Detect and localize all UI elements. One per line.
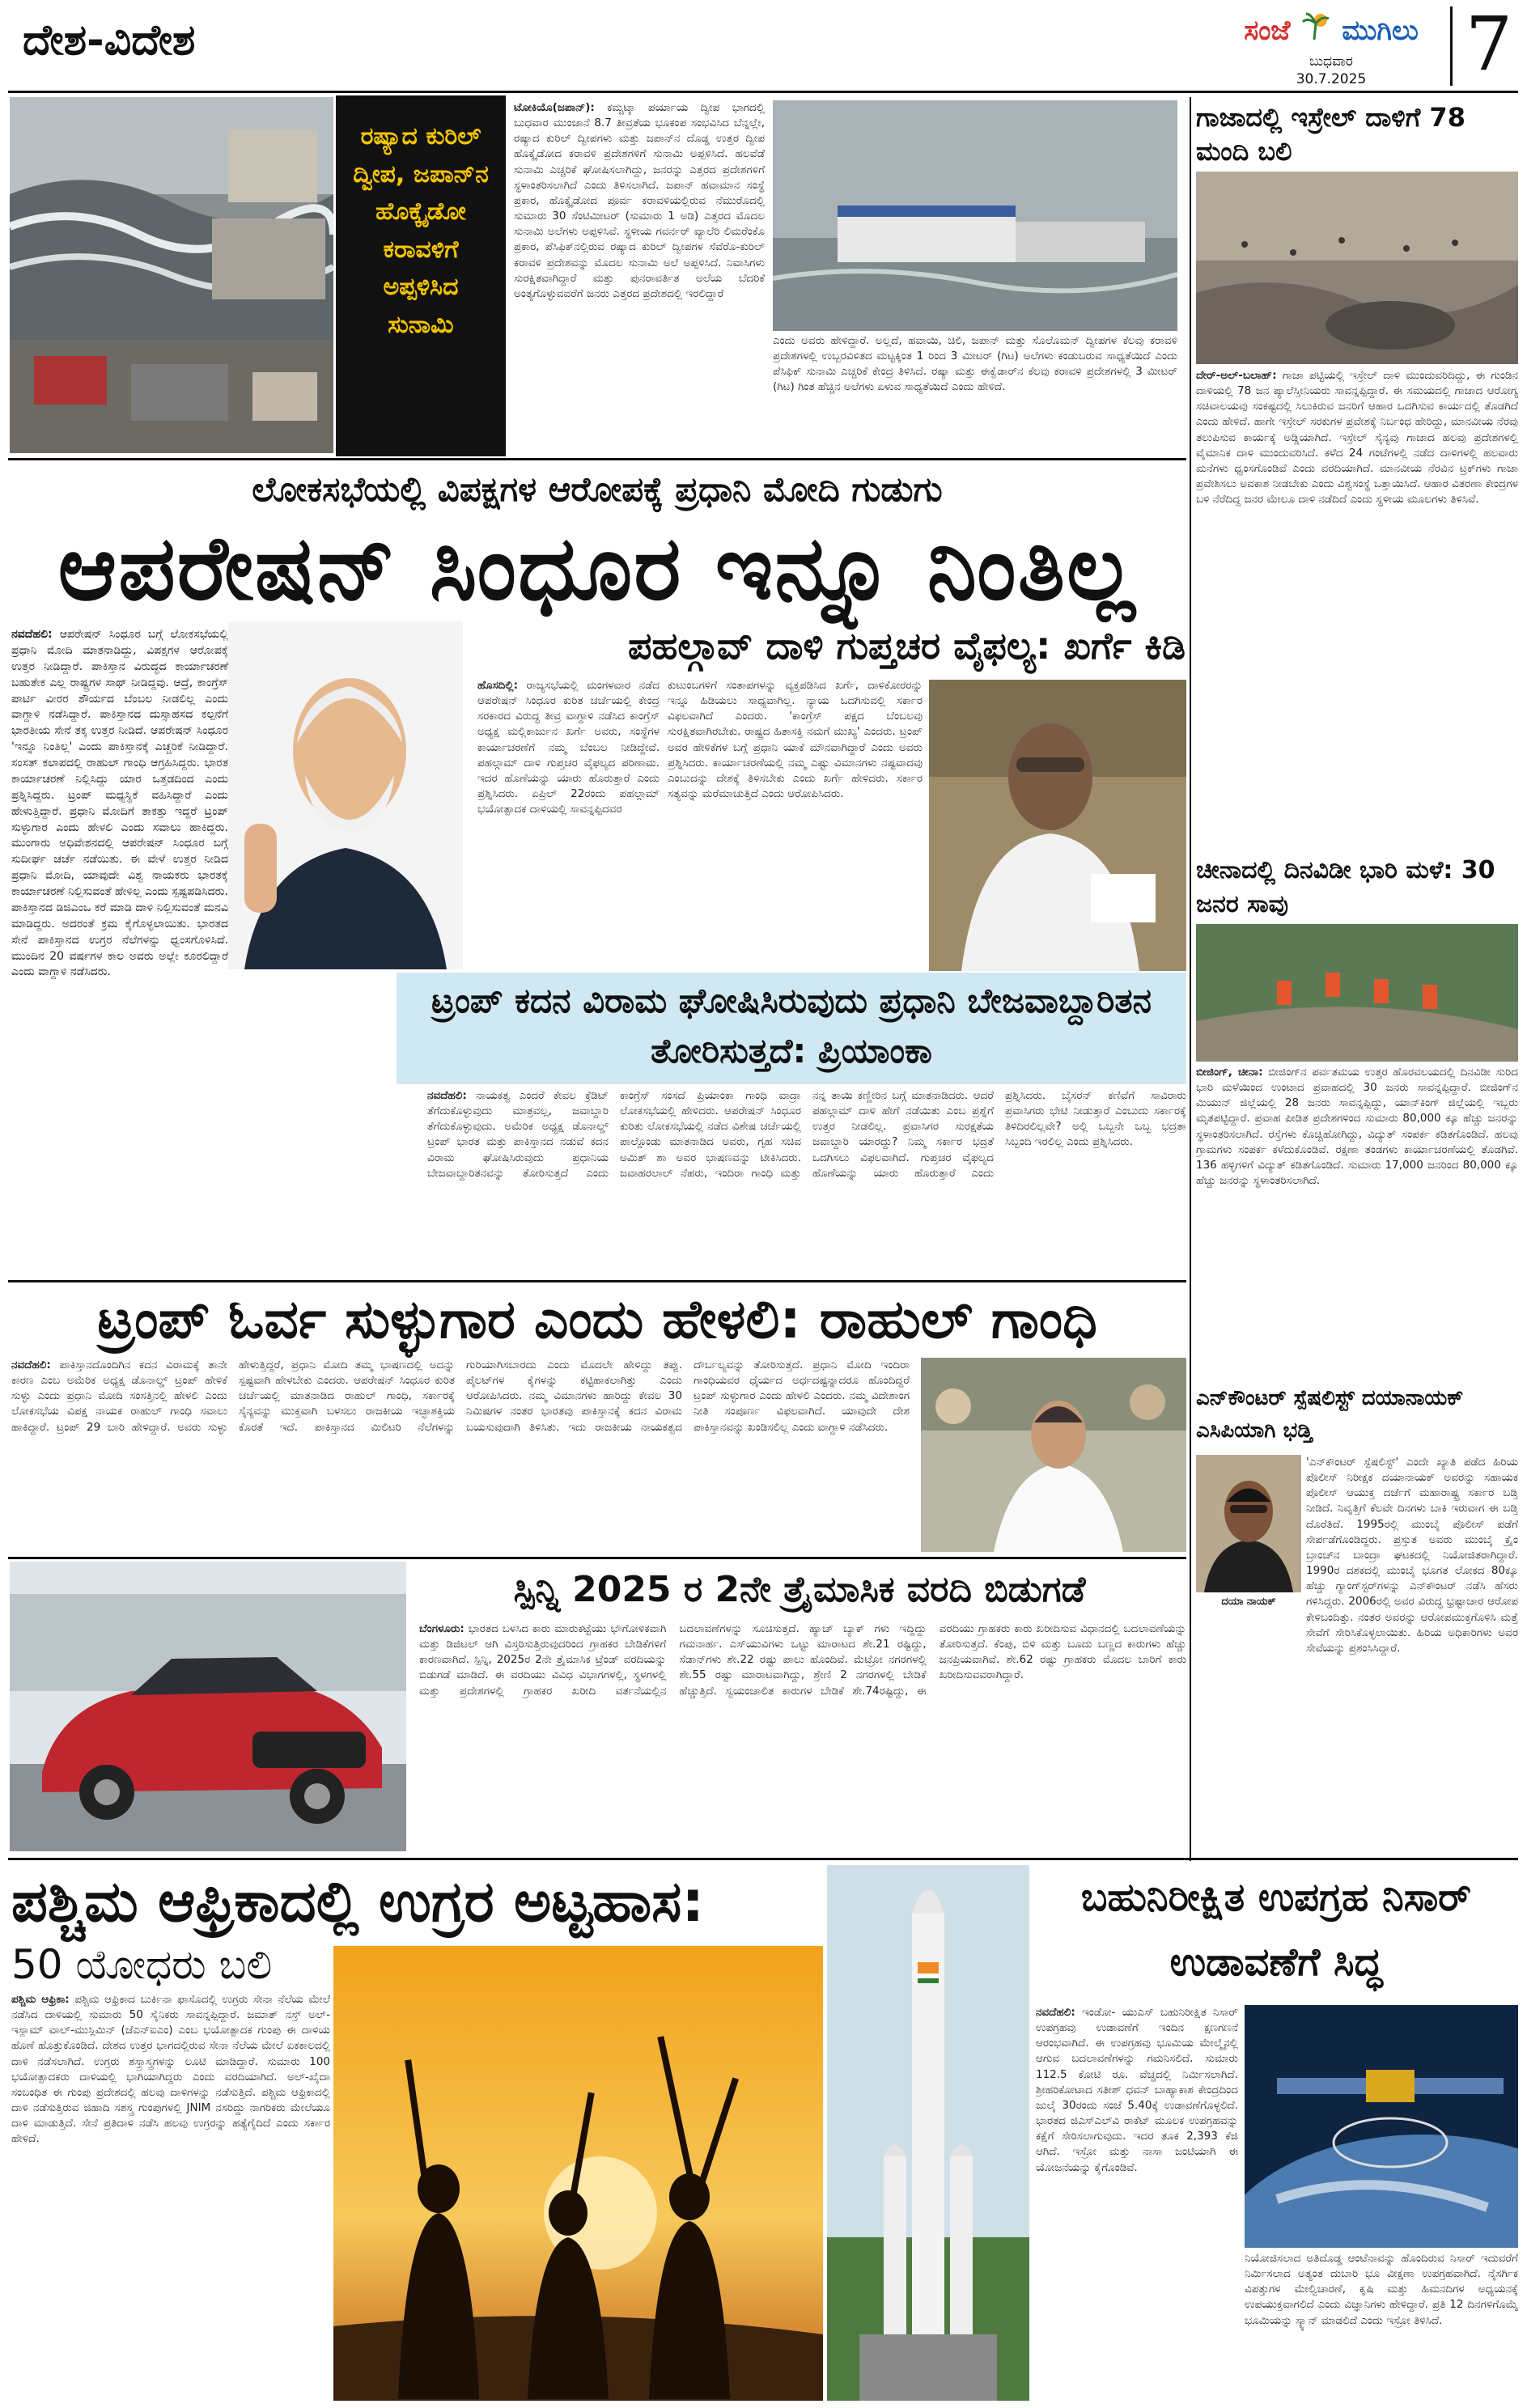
priyanka-text: ನಾಯಕತ್ವ ಎಂದರೆ ಕೇವಲ ಕ್ರೆಡಿಟ್ ತೆಗೆದುಕೊಳ್ಳುವುದು ಮಾತ್ರವಲ್ಲ, ಜವಾಬ್ದಾರಿ ತೆಗೆದುಕೊಳ್ಳುವುದು. ಅಮೆರಿಕ ಅಧ್ಯಕ್ಷ ಡೊನಾಲ್ಡ್ ಟ್ರಂಪ್ ಭಾರತ ಮತ್ತು ಪಾಕಿಸ್ತಾನದ ನಡುವೆ ಕದನ ವಿರಾಮ ಘೋಷಿಸಿರುವುದು ಪ್ರಧಾನಿಯ ಬೇಜವಾಬ್ದಾರಿತನವನ್ನು ತೋರಿಸುತ್ತದೆ ಎಂದು ಕಾಂಗ್ರೆಸ್ ಸಂಸದೆ ಪ್ರಿಯಾಂಕಾ ಗಾಂಧಿ ವಾದ್ರಾ ಲೋಕಸಭೆಯಲ್ಲಿ ಹೇಳಿದರು. ಆಪರೇಷನ್ ಸಿಂಧೂರ ಕುರಿತು ಲೋಕಸಭೆಯಲ್ಲಿ ನಡೆದ ವಿಶೇಷ ಚರ್ಚೆಯಲ್ಲಿ ಪಾಲ್ಗೊಂಡು ಮಾತನಾಡಿದ ಅವರು, ಗೃಹ ಸಚಿವ ಅಮಿತ್ ಶಾ ಅವರ ಭಾಷಣವನ್ನು ಟೀಕಿಸಿದರು. ಜವಾಹರಲಾಲ್ ನೆಹರು, ಇಂದಿರಾ ಗಾಂಧಿ ಮತ್ತು ನನ್ನ ತಾಯಿ ಕಣ್ಣೀರಿನ ಬಗ್ಗೆ ಮಾತನಾಡಿದರು. ಆದರೆ ಪಹಲ್ಗಾಮ್ ದಾಳಿ ಹೇಗೆ ನಡೆಯಿತು ಎಂಬ ಪ್ರಶ್ನೆಗೆ ಉತ್ತರ ನೀಡಲಿಲ್ಲ. ಪ್ರವಾಸಿಗರ ಸುರಕ್ಷತೆಯ ಜವಾಬ್ದಾರಿ ಯಾರದ್ದು? ನಿಮ್ಮ ಸರ್ಕಾರ ಭದ್ರತೆ ಒದಗಿಸಲು ವಿಫಲವಾಗಿದೆ. ಗುಪ್ತಚರ ವೈಫಲ್ಯದ ಹೊಣೆಯನ್ನು ಯಾರು ಹೊರುತ್ತಾರೆ ಎಂದು ಪ್ರಶ್ನಿಸಿದರು. ಬೈಸರನ್ ಕಣಿವೆಗೆ ಸಾವಿರಾರು ಪ್ರವಾಸಿಗರು ಭೇಟಿ ನೀಡುತ್ತಾರೆ ಎಂಬುದು ಸರ್ಕಾರಕ್ಕೆ ತಿಳಿದಿರಲಿಲ್ಲವೇ? ಅಲ್ಲಿ ಒಬ್ಬನೇ ಒಬ್ಬ ಭದ್ರತಾ ಸಿಬ್ಬಂದಿ ಇರಲಿಲ್ಲ ಎಂದು ಪ್ರಶ್ನಿಸಿದರು. [427, 1089, 1186, 1180]
westafrica-text: ಪಶ್ಚಿಮ ಆಫ್ರಿಕಾದ ಬುರ್ಕಿನಾ ಫಾಸೊದಲ್ಲಿ ಉಗ್ರರು ಸೇನಾ ನೆಲೆಯ ಮೇಲೆ ನಡೆಸಿದ ದಾಳಿಯಲ್ಲಿ ಸುಮಾರು 50 ಸೈನಿಕರು ಸಾವನ್ನಪ್ಪಿದ್ದಾರೆ. ಜಮಾತ್ ನಸ್ರ್ ಅಲ್-ಇಸ್ಲಾಮ್ ವಾಲ್-ಮುಸ್ಲಿಮಿನ್ (ಜೆಎನ್ಐಎಂ) ಎಂಬ ಭಯೋತ್ಪಾದಕ ಗುಂಪು ಈ ದಾಳಿಯ ಹೊಣೆ ಹೊತ್ತುಕೊಂಡಿದೆ. ದೇಶದ ಉತ್ತರ ಭಾಗದಲ್ಲಿರುವ ಸೇನಾ ನೆಲೆಯ ಮೇಲೆ ಏಕಕಾಲದಲ್ಲಿ ದಾಳಿ ನಡೆಸಲಾಗಿದೆ. ಉಗ್ರರು ಶಸ್ತ್ರಾಸ್ತ್ರಗಳನ್ನು ಲೂಟಿ ಮಾಡಿದ್ದಾರೆ. ಸುಮಾರು 100 ಭಯೋತ್ಪಾದಕರು ದಾಳಿಯಲ್ಲಿ ಭಾಗಿಯಾಗಿದ್ದರು ಎಂದು ವರದಿಯಾಗಿದೆ. ಅಲ್-ಖೈದಾ ಸಂಬಂಧಿತ ಈ ಗುಂಪು ಪ್ರದೇಶದಲ್ಲಿ ಹಲವು ದಾಳಿಗಳನ್ನು ನಡೆಸುತ್ತಿದೆ. ಪಶ್ಚಿಮ ಆಫ್ರಿಕಾದಲ್ಲಿ ದಾಳಿ ನಡೆಸುತ್ತಿರುವ ಜಿಹಾದಿ ಸಶಸ್ತ್ರ ಗುಂಪುಗಳಲ್ಲಿ JNIM ನಸರಿದ್ದು ನಾಗರಿಕರು ಮೇಲೆಯೂ ದಾಳಿ ಮಾಡುತ್ತಿದೆ. ಸೇನೆ ಪ್ರತಿದಾಳಿ ನಡೆಸಿ ಹಲವು ಉಗ್ರರನ್ನು ಹತ್ಯೆಗೈದಿದೆ ಎಂದು ಸರ್ಕಾರ ಹೇಳಿದೆ. [11, 1993, 330, 2146]
modi-photo [228, 621, 463, 969]
militants-photo [333, 1946, 823, 2401]
tsunami-title: ರಷ್ಯಾದ ಕುರಿಲ್ ದ್ವೀಪ, ಜಪಾನ್‌ನ ಹೊಕ್ಕೈಡೋ ಕರಾವಳಿಗೆ ಅಪ್ಪಳಿಸಿದ ಸುನಾಮಿ [353, 122, 489, 339]
rahul-dateline: ನವದೆಹಲಿ: [11, 1359, 51, 1371]
daya-nayak-photo [1196, 1455, 1301, 1592]
daya-nayak-caption: ದಯಾ ನಾಯಕ್ [1221, 1596, 1276, 1608]
spinny-body [419, 1622, 1186, 1853]
nisar-body-col1 [1036, 2005, 1238, 2402]
priyanka-body [427, 1088, 1186, 1274]
westafrica-body [11, 1992, 330, 2402]
kharge-body-col1 [477, 678, 660, 969]
kharge-text-1: ರಾಜ್ಯಸಭೆಯಲ್ಲಿ ಮಂಗಳವಾರ ನಡೆದ ಆಪರೇಷನ್ ಸಿಂಧೂರ ಕುರಿತ ಚರ್ಚೆಯಲ್ಲಿ ಕೇಂದ್ರ ಸರಕಾರದ ವಿರುದ್ಧ ತೀವ್ರ ವಾಗ್ದಾಳಿ ನಡೆಸಿದ ಕಾಂಗ್ರೆಸ್ ಅಧ್ಯಕ್ಷ ಮಲ್ಲಿಕಾರ್ಜುನ ಖರ್ಗೆ ಅವರು, ಸಂಸ್ಥೆಗಳ ಕಾರ್ಯಾಚರಣೆಗೆ ನಮ್ಮ ಬೆಂಬಲ ನೀಡಿದ್ದೇವೆ. ಪಹಲ್ಗಾಮ್ ದಾಳಿ ಗುಪ್ತಚರ ವೈಫಲ್ಯದ ಪರಿಣಾಮ. ಇದರ ಹೊಣೆಯನ್ನು ಯಾರು ಹೊರುತ್ತಾರೆ ಎಂದು ಪ್ರಶ್ನಿಸಿದರು. ಏಪ್ರಿಲ್ 22ರಂದು ಪಹಲ್ಗಾಮ್ ಭಯೋತ್ಪಾದಕ ದಾಳಿಯಲ್ಲಿ ಸಾವನ್ನಪ್ಪಿದವರ [477, 679, 660, 816]
nisar-body-col2: ನಿಯೋಜಿಸಲಾದ ಅತಿದೊಡ್ಡ ಆಂಟೆನಾವನ್ನು ಹೊಂದಿರುವ ನಿಸಾರ್ ಇದುವರೆಗೆ ನಿರ್ಮಿಸಲಾದ ಅತ್ಯಂತ ದುಬಾರಿ ಭೂ ವೀಕ್ಷಣಾ ಉಪಗ್ರಹವಾಗಿದೆ. ನೈಸರ್ಗಿಕ ವಿಪತ್ತುಗಳ ಮೇಲ್ವಿಚಾರಣೆ, ಕೃಷಿ ಮತ್ತು ಹಿಮನದಿಗಳ ಅಧ್ಯಯನಕ್ಕೆ ಉಪಯುಕ್ತವಾಗಲಿದೆ ಎಂದು ವಿಜ್ಞಾನಿಗಳು ಹೇಳಿದ್ದಾರೆ. ಪ್ರತಿ 12 ದಿನಗಳಿಗೊಮ್ಮೆ ಭೂಮಿಯನ್ನು ಸ್ಕ್ಯಾನ್ ಮಾಡಲಿದೆ ಎಂದು ಇಸ್ರೋ ತಿಳಿಸಿದೆ. [1245, 2252, 1518, 2327]
modi-kicker: ಲೋಕಸಭೆಯಲ್ಲಿ ವಿಪಕ್ಷಗಳ ಆರೋಪಕ್ಕೆ ಪ್ರಧಾನಿ ಮೋದಿ ಗುಡುಗು [252, 469, 943, 509]
gaza-dateline: ದೇರ್-ಅಲ್-ಬಲಾಹ್: [1196, 369, 1277, 382]
rahul-text: ಪಾಕಿಸ್ತಾನದೊಂದಿಗಿನ ಕದನ ವಿರಾಮಕ್ಕೆ ತಾನೇ ಕಾರಣ ಎಂಬ ಅಮೆರಿಕ ಅಧ್ಯಕ್ಷ ಡೊನಾಲ್ಡ್ ಟ್ರಂಪ್ ಹೇಳಿಕೆ ಸುಳ್ಳು ಎಂದು ಪ್ರಧಾನಿ ಮೋದಿ ಸಂಸತ್ತಿನಲ್ಲಿ ಹೇಳಲಿ ಎಂದು ಲೋಕಸಭೆಯ ವಿಪಕ್ಷ ನಾಯಕ ರಾಹುಲ್ ಗಾಂಧಿ ಸವಾಲು ಹಾಕಿದ್ದಾರೆ. ಟ್ರಂಪ್ 29 ಬಾರಿ ಹೇಳಿದ್ದಾರೆ. ಅವರು ಸುಳ್ಳು ಹೇಳುತ್ತಿದ್ದರೆ, ಪ್ರಧಾನಿ ಮೋದಿ ತಮ್ಮ ಭಾಷಣದಲ್ಲಿ ಅದನ್ನು ಸ್ಪಷ್ಟವಾಗಿ ಹೇಳಬೇಕು ಎಂದರು. ಆಪರೇಷನ್ ಸಿಂಧೂರ ಕುರಿತ ಚರ್ಚೆಯಲ್ಲಿ ಮಾತನಾಡಿದ ರಾಹುಲ್ ಗಾಂಧಿ, ಸರ್ಕಾರಕ್ಕೆ ಸೈನ್ಯವನ್ನು ಮುಕ್ತವಾಗಿ ಬಳಸಲು ರಾಜಕೀಯ ಇಚ್ಛಾಶಕ್ತಿಯ ಕೊರತೆ ಇದೆ. ಪಾಕಿಸ್ತಾನದ ಮಿಲಿಟರಿ ನೆಲೆಗಳನ್ನು ಗುರಿಯಾಗಿಸಬಾರದು ಎಂದು ಮೊದಲೇ ಹೇಳಿದ್ದು ತಪ್ಪು. ಪೈಲಟ್‌ಗಳ ಕೈಗಳನ್ನು ಕಟ್ಟಿಹಾಕಲಾಗಿತ್ತು ಎಂದು ಆರೋಪಿಸಿದರು. ನಮ್ಮ ವಿಮಾನಗಳು ಹಾರಿದ್ದು ಕೇವಲ 30 ನಿಮಿಷಗಳ ನಂತರ ಭಾರತವು ಪಾಕಿಸ್ತಾನಕ್ಕೆ ಕದನ ವಿರಾಮ ಬಯಸುವುದಾಗಿ ತಿಳಿಸಿತು. ಇದು ರಾಜಕೀಯ ನಾಯಕತ್ವದ ದೌರ್ಬಲ್ಯವನ್ನು ತೋರಿಸುತ್ತದೆ. ಪ್ರಧಾನಿ ಮೋದಿ ಇಂದಿರಾ ಗಾಂಧಿಯವರ ಧೈರ್ಯದ ಅರ್ಧದಷ್ಟನ್ನಾದರೂ ಹೊಂದಿದ್ದರೆ ಟ್ರಂಪ್ ಸುಳ್ಳುಗಾರ ಎಂದು ಹೇಳಲಿ ಎಂದರು. ನಮ್ಮ ವಿದೇಶಾಂಗ ನೀತಿ ಸಂಪೂರ್ಣ ವಿಫಲವಾಗಿದೆ. ಯಾವುದೇ ದೇಶ ಪಾಕಿಸ್ತಾನವನ್ನು ಖಂಡಿಸಲಿಲ್ಲ ಎಂದು ವಾಗ್ದಾಳಿ ನಡೆಸಿದರು. [11, 1359, 910, 1434]
modi-headline: ಆಪರೇಷನ್ ಸಿಂಧೂರ ಇನ್ನೂ ನಿಂತಿಲ್ಲ [57, 516, 1137, 620]
issue-day: ಬುಧವಾರ [1309, 53, 1353, 70]
nisar-dateline: ನವದೆಹಲಿ: [1036, 2006, 1075, 2019]
tsunami-text-1: ಕಮ್ಚಟ್ಕಾ ಪರ್ಯಾಯ ದ್ವೀಪ ಭಾಗದಲ್ಲಿ ಬುಧವಾರ ಮುಂಜಾನೆ 8.7 ತೀವ್ರತೆಯ ಭೂಕಂಪ ಸಂಭವಿಸಿದ ಬೆನ್ನಲ್ಲೇ, ರಷ್ಯಾದ ಕುರಿಲ್ ದ್ವೀಪಗಳು ಮತ್ತು ಜಪಾನ್‌ನ ದೊಡ್ಡ ಉತ್ತರ ದ್ವೀಪ ಹೊಕ್ಕೈಡೋದ ಕರಾವಳಿ ಪ್ರದೇಶಗಳಿಗೆ ಸುನಾಮಿ ಅಪ್ಪಳಿಸಿದೆ. ಹಲವೆಡೆ ಸುನಾಮಿ ಎಚ್ಚರಿಕೆ ಘೋಷಿಸಲಾಗಿದ್ದು, ಜನರನ್ನು ಎತ್ತರದ ಪ್ರದೇಶಗಳಿಗೆ ಸ್ಥಳಾಂತರಿಸಲಾಗಿದೆ ಎಂದು ತಿಳಿಸಲಾಗಿದೆ. ಜಪಾನ್ ಹವಾಮಾನ ಸಂಸ್ಥೆ ಪ್ರಕಾರ, ಹೊಕ್ಕೈಡೋದ ಪೂರ್ವ ಕರಾವಳಿಯಲ್ಲಿರುವ ನೆಮುರೊದಲ್ಲಿ ಸುಮಾರು 30 ಸೆಂಟಿಮೀಟರ್ (ಸುಮಾರು 1 ಅಡಿ) ಎತ್ತರದ ಮೊದಲ ಸುನಾಮಿ ಅಲೆಗಳು ಅಪ್ಪಳಿಸಿವೆ. ಸ್ಥಳೀಯ ಗವರ್ನರ್ ವ್ಯಾಲೆರಿ ಲಿಮರೆಂಕೊ ಪ್ರಕಾರ, ಪೆಸಿಫಿಕ್‌ನಲ್ಲಿರುವ ರಷ್ಯಾದ ಕುರಿಲ್ ದ್ವೀಪಗಳ ಸೆವೆರೊ-ಕುರಿಲ್ ಕರಾವಳಿ ಪ್ರದೇಶವನ್ನು ಮೊದಲ ಸುನಾಮಿ ಅಲೆ ಅಪ್ಪಳಿಸಿದೆ. ನಿವಾಸಿಗಳು ಸುರಕ್ಷಿತವಾಗಿದ್ದಾರೆ ಮತ್ತು ಪುನರಾವರ್ತಿತ ಅಲೆಯ ಬೆದರಿಕೆ ಅಂತ್ಯಗೊಳ್ಳುವವರೆಗೆ ಜನರು ಎತ್ತರದ ಪ್ರದೇಶದಲ್ಲಿ ಇರಲಿದ್ದಾರೆ [514, 101, 765, 300]
nisar-text-1: ಇಂಡೋ- ಯುಎಸ್ ಬಹುನಿರೀಕ್ಷಿತ ನಿಸಾರ್ ಉಪಗ್ರಹವು ಉಡಾವಣೆಗೆ ಇಂದಿನ ಕ್ಷಣಗಣನೆ ಆರಂಭವಾಗಿದೆ. ಈ ಉಪಗ್ರಹವು ಭೂಮಿಯ ಮೇಲ್ಮೈನಲ್ಲಿ ಆಗುವ ಬದಲಾವಣೆಗಳನ್ನು ಗಮನಿಸಲಿದೆ. ಸುಮಾರು 112.5 ಕೋಟಿ ರೂ. ವೆಚ್ಚದಲ್ಲಿ ನಿರ್ಮಿಸಲಾಗಿದೆ. ಶ್ರೀಹರಿಕೋಟಾದ ಸತೀಶ್ ಧವನ್ ಬಾಹ್ಯಾಕಾಶ ಕೇಂದ್ರದಿಂದ ಜುಲೈ 30ರಂದು ಸಂಜೆ 5.40ಕ್ಕೆ ಉಡಾವಣೆಗೊಳ್ಳಲಿದೆ. ಭಾರತದ ಜಿಎಸ್‌ಎಲ್‌ವಿ ರಾಕೆಟ್ ಮೂಲಕ ಉಪಗ್ರಹವನ್ನು ಕಕ್ಷೆಗೆ ಸೇರಿಸಲಾಗುವುದು. ಇದರ ತೂಕ 2,393 ಕೆಜಿ ಆಗಿದೆ. ಇಸ್ರೋ ಮತ್ತು ನಾಸಾ ಜಂಟಿಯಾಗಿ ಈ ಯೋಜನೆಯನ್ನು ಕೈಗೊಂಡಿವೆ. [1036, 2006, 1238, 2174]
car-photo [10, 1562, 406, 1851]
satellite-photo [1245, 2005, 1518, 2248]
priyanka-headline: ಟ್ರಂಪ್ ಕದನ ವಿರಾಮ ಘೋಷಿಸಿರುವುದು ಪ್ರಧಾನಿ ಬೇಜವಾಬ್ದಾರಿತನ ತೋರಿಸುತ್ತದೆ: ಪ್ರಿಯಾಂಕಾ [431, 981, 1152, 1070]
page-number: 7 [1465, 1, 1513, 87]
nisar-headline: ಬಹುನಿರೀಕ್ಷಿತ ಉಪಗ್ರಹ ನಿಸಾರ್ ಉಡಾವಣೆಗೆ ಸಿದ್ಧ [1080, 1875, 1472, 1985]
kharge-body-col2: ಕುಟುಂಬಗಳಿಗೆ ಸಂತಾಪಗಳನ್ನು ವ್ಯಕ್ತಪಡಿಸಿದ ಖರ್ಗೆ, ದಾಳಿಕೋರರನ್ನು ಇನ್ನೂ ಹಿಡಿಯಲು ಸಾಧ್ಯವಾಗಿಲ್ಲ. ನ್ಯಾಯ ಒದಗಿಸುವಲ್ಲಿ ಸರ್ಕಾರ ವಿಫಲವಾಗಿದೆ ಎಂದರು. 'ಕಾಂಗ್ರೆಸ್ ಪಕ್ಷದ ಬೆಂಬಲವು ಸುರಕ್ಷಿತವಾಗಿರಬೇಕು. ರಾಷ್ಟ್ರದ ಹಿತಾಸಕ್ತಿ ನಮಗೆ ಮುಖ್ಯ' ಎಂದರು. ಟ್ರಂಪ್ ಅವರ ಹೇಳಿಕೆಗಳ ಬಗ್ಗೆ ಪ್ರಧಾನಿ ಯಾಕೆ ಮೌನವಾಗಿದ್ದಾರೆ ಎಂದು ಅವರು ಪ್ರಶ್ನಿಸಿದರು. ಕಾರ್ಯಾಚರಣೆಯಲ್ಲಿ ನಮ್ಮ ಎಷ್ಟು ವಿಮಾನಗಳು ನಷ್ಟವಾದವು ಎಂಬುದನ್ನು ದೇಶಕ್ಕೆ ತಿಳಿಸಬೇಕು ಎಂದು ಖರ್ಗೆ ಹೇಳಿದರು. ಸರ್ಕಾರ ಸತ್ಯವನ್ನು ಮರೆಮಾಚುತ್ತಿದೆ ಎಂದು ಆರೋಪಿಸಿದರು. [668, 679, 923, 801]
issue-date: 30.7.2025 [1296, 71, 1367, 87]
spinny-text: ಭಾರತದ ಬಳಸಿದ ಕಾರು ಮಾರುಕಟ್ಟೆಯು ಭೌಗೋಳಿಕವಾಗಿ ಮತ್ತು ಡಿಜಿಟಲ್ ಆಗಿ ವಿಸ್ತರಿಸುತ್ತಿರುವುದರಿಂದ ಗ್ರಾಹಕರ ಬೇಡಿಕೆಗಳಿಗೆ ಕಾರಣವಾಗಿದೆ. ಸ್ಪಿನ್ನಿ, 2025ರ 2ನೇ ತ್ರೈಮಾಸಿಕ ಟ್ರೆಂಡ್ ವರದಿಯನ್ನು ಬಿಡುಗಡೆ ಮಾಡಿದೆ. ಈ ವರದಿಯು ವಿವಿಧ ವಿಭಾಗಗಳಲ್ಲಿ, ಸ್ಥಳಗಳಲ್ಲಿ ಮತ್ತು ಪ್ರದೇಶಗಳಲ್ಲಿ ಗ್ರಾಹಕರ ಖರೀದಿ ವರ್ತನೆಯಲ್ಲಿನ ಬದಲಾವಣೆಗಳನ್ನು ಸೂಚಿಸುತ್ತದೆ. ಹ್ಯಾಚ್ ಬ್ಯಾಕ್ ಗಳು ಇದ್ದಿದ್ದು ಗಮನಾರ್ಹ. ಎಸ್‌ಯುವಿಗಳು ಒಟ್ಟು ಮಾರಾಟದ ಶೇ.21 ರಷ್ಟಿದ್ದು, ಸೆಡಾನ್‌ಗಳು ಶೇ.22 ರಷ್ಟು ಪಾಲು ಹೊಂದಿವೆ. ಮೆಟ್ರೋ ನಗರಗಳಲ್ಲಿ ಶೇ.55 ರಷ್ಟು ಮಾರಾಟವಾಗಿದ್ದು, ಶ್ರೇಣಿ 2 ನಗರಗಳಲ್ಲಿ ಬೇಡಿಕೆ ಹೆಚ್ಚುತ್ತಿದೆ. ಸ್ವಯಂಚಾಲಿತ ಕಾರುಗಳ ಬೇಡಿಕೆ ಶೇ.74ರಷ್ಟಿದ್ದು, ಈ ವರದಿಯು ಗ್ರಾಹಕರು ಕಾರು ಖರೀದಿಸುವ ವಿಧಾನದಲ್ಲಿ ಬದಲಾವಣೆಯನ್ನು ತೋರಿಸುತ್ತದೆ. ಕೆಂಪು, ಬಿಳಿ ಮತ್ತು ಬೂದು ಬಣ್ಣದ ಕಾರುಗಳು ಹೆಚ್ಚು ಜನಪ್ರಿಯವಾಗಿವೆ. ಶೇ.62 ರಷ್ಟು ಗ್ರಾಹಕರು ಮೊದಲ ಬಾರಿಗೆ ಕಾರು ಖರೀದಿಸುವವರಾಗಿದ್ದಾರೆ. [419, 1622, 1186, 1698]
tsunami-title-box [336, 95, 506, 456]
brand-mugilu: ಮುಗಿಲು [1342, 15, 1419, 47]
china-headline: ಚೀನಾದಲ್ಲಿ ದಿನವಿಡೀ ಭಾರಿ ಮಳೆ: 30 ಜನರ ಸಾವು [1196, 856, 1495, 918]
spinny-headline: ಸ್ಪಿನ್ನಿ 2025 ರ 2ನೇ ತ್ರೈಮಾಸಿಕ ವರದಿ ಬಿಡುಗಡೆ [513, 1569, 1086, 1610]
kharge-dateline: ಹೊಸದಿಲ್ಲಿ: [477, 679, 519, 692]
westafrica-dateline: ಪಶ್ಚಿಮ ಆಫ್ರಿಕಾ: [11, 1993, 70, 2006]
westafrica-headline: ಪಶ್ಚಿಮ ಆಫ್ರಿಕಾದಲ್ಲಿ ಉಗ್ರರ ಅಟ್ಟಹಾಸ: [11, 1868, 705, 1935]
priyanka-dateline: ನವದೆಹಲಿ: [427, 1089, 467, 1102]
gaza-body [1196, 368, 1518, 852]
rahul-photo [921, 1358, 1186, 1552]
tsunami-coast-photo [773, 100, 1177, 331]
brand-sanje: ಸಂಜೆ [1244, 15, 1291, 47]
palm-logo-icon [1300, 8, 1332, 57]
modi-dateline: ನವದೆಹಲಿ: [11, 628, 53, 641]
china-body [1196, 1065, 1518, 1380]
encounter-body: 'ಎನ್‌ಕೌಂಟರ್ ಸ್ಪೆಷಲಿಸ್ಟ್' ಎಂದೇ ಖ್ಯಾತಿ ಪಡೆದ ಹಿರಿಯ ಪೊಲೀಸ್ ನಿರೀಕ್ಷಕ ದಯಾನಾಯಕ್ ಅವರನ್ನು ಸಹಾಯಕ ಪೊಲೀಸ್ ಆಯುಕ್ತ ದರ್ಜೆಗೆ ಮಹಾರಾಷ್ಟ್ರ ಸರ್ಕಾರ ಬಡ್ತಿ ನೀಡಿದೆ. ನಿವೃತ್ತಿಗೆ ಕೆಲವೇ ದಿನಗಳು ಬಾಕಿ ಇರುವಾಗ ಈ ಬಡ್ತಿ ದೊರೆತಿದೆ. 1995ರಲ್ಲಿ ಮುಂಬೈ ಪೊಲೀಸ್ ಪಡೆಗೆ ಸೇರ್ಪಡೆಗೊಂಡಿದ್ದರು. ಪ್ರಸ್ತುತ ಅವರು ಮುಂಬೈ ಕ್ರೈಂ ಬ್ರಾಂಚ್‌ನ ಬಾಂದ್ರಾ ಘಟಕದಲ್ಲಿ ನಿಯೋಜಿತರಾಗಿದ್ದಾರೆ. 1990ರ ದಶಕದಲ್ಲಿ ಮುಂಬೈ ಭೂಗತ ಲೋಕದ 80ಕ್ಕೂ ಹೆಚ್ಚು ಗ್ಯಾಂಗ್‌ಸ್ಟರ್‌ಗಳನ್ನು ಎನ್‌ಕೌಂಟರ್ ನಡೆಸಿ ಹೆಸರು ಗಳಿಸಿದ್ದರು. 2006ರಲ್ಲಿ ಅವರ ವಿರುದ್ಧ ಭ್ರಷ್ಟಾಚಾರ ಆರೋಪ ಕೇಳಿಬಂದಿತ್ತು. ನಂತರ ಅವರನ್ನು ಆರೋಪಮುಕ್ತಗೊಳಿಸಿ ಮತ್ತೆ ಸೇವೆಗೆ ಸೇರಿಸಿಕೊಳ್ಳಲಾಯಿತು. ಹಿರಿಯ ಅಧಿಕಾರಿಗಳು ಅವರ ಸೇವೆಯನ್ನು ಪ್ರಶಂಸಿಸಿದ್ದಾರೆ. [1306, 1456, 1518, 1655]
modi-text: ಆಪರೇಷನ್ ಸಿಂಧೂರ ಬಗ್ಗೆ ಲೋಕಸಭೆಯಲ್ಲಿ ಪ್ರಧಾನಿ ಮೋದಿ ಮಾತನಾಡಿದ್ದು, ವಿಪಕ್ಷಗಳ ಆರೋಪಕ್ಕೆ ಉತ್ತರ ನೀಡಿದ್ದಾರೆ. ಪಾಕಿಸ್ತಾನ ವಿರುದ್ಧದ ಕಾರ್ಯಾಚರಣೆ ಬಹುತೇಕ ಎಲ್ಲ ರಾಷ್ಟ್ರಗಳ ಸಾಥ್ ನೀಡಿದ್ದವು. ಆದ್ರೆ, ಕಾಂಗ್ರೆಸ್ ಪಾರ್ಟಿ ವೀರರ ಶೌರ್ಯದ ಬೆಂಬಲ ನೀಡಲಿಲ್ಲ ಎಂದು ವಾಗ್ದಾಳಿ ನಡೆಸಿದ್ದಾರೆ. ಪಾಕಿಸ್ತಾನದ ದುಸ್ಸಾಹಸದ ಕಲ್ಪನೆಗೆ ಭಾರತೀಯ ಸೇನೆ ತಕ್ಕ ಉತ್ತರ ನೀಡಿದೆ. ಆಪರೇಷನ್ ಸಿಂಧೂರ 'ಇನ್ನೂ ನಿಂತಿಲ್ಲ' ಎಂದು ಪಾಕಿಸ್ತಾನಕ್ಕೆ ಎಚ್ಚರಿಕೆ ನೀಡಿದ್ದಾರೆ. ಸಂಸತ್ ಕಲಾಪದಲ್ಲಿ ರಾಹುಲ್ ಗಾಂಧಿ ಆಗ್ರಹಿಸಿದ್ದರು. ಭಾರತ ಕಾರ್ಯಾಚರಣೆ ನಿಲ್ಲಿಸಿದ್ದು ಯಾರ ಒತ್ತಡದಿಂದ ಎಂದು ಪ್ರಶ್ನಿಸಿದ್ದರು. ಟ್ರಂಪ್ ಮಧ್ಯಸ್ಥಿಕೆ ವಹಿಸಿದ್ದಾರೆ ಎಂದು ಹೇಳುತ್ತಿದ್ದಾರೆ. ಪ್ರಧಾನಿ ಮೋದಿಗೆ ತಾಕತ್ತು ಇದ್ದರೆ ಟ್ರಂಪ್ ಸುಳ್ಳುಗಾರ ಎಂದು ಹೇಳಲಿ ಎಂದು ಸವಾಲು ಹಾಕಿದ್ದರು. ಮುಂಗಾರು ಅಧಿವೇಶನದಲ್ಲಿ ಆಪರೇಷನ್ ಸಿಂಧೂರ ಬಗ್ಗೆ ಸುದೀರ್ಘ ಚರ್ಚೆ ನಡೆಯಿತು. ಈ ವೇಳೆ ಉತ್ತರ ನೀಡಿದ ಪ್ರಧಾನಿ ಮೋದಿ, ಯಾವುದೇ ವಿಶ್ವ ನಾಯಕರು ಭಾರತಕ್ಕೆ ಕಾರ್ಯಾಚರಣೆ ನಿಲ್ಲಿಸುವಂತೆ ಹೇಳಿಲ್ಲ ಎಂದು ಸ್ಪಷ್ಟಪಡಿಸಿದರು. ಪಾಕಿಸ್ತಾನದ ಡಿಜಿಎಂಒ ಕರೆ ಮಾಡಿ ದಾಳಿ ನಿಲ್ಲಿಸುವಂತೆ ಮನವಿ ಮಾಡಿದ್ದರು. ಅದರಂತೆ ಕ್ರಮ ಕೈಗೊಳ್ಳಲಾಯಿತು. ಭಾರತದ ಸೇನೆ ಪಾಕಿಸ್ತಾನದ ಉಗ್ರರ ನೆಲೆಗಳನ್ನು ಧ್ವಂಸಗೊಳಿಸಿದೆ. ಮುಂದಿನ 20 ವರ್ಷಗಳ ಕಾಲ ಅವರು ಅಲ್ಲೇ ಕೂರಲಿದ್ದಾರೆ ಎಂದು ವಾಗ್ದಾಳಿ ನಡೆಸಿದರು. [11, 628, 228, 979]
gaza-photo [1196, 172, 1518, 364]
rahul-body [11, 1358, 910, 1552]
westafrica-subhead: 50 ಯೋಧರು ಬಲಿ [11, 1941, 273, 1988]
tsunami-photo [10, 97, 333, 453]
gaza-text: ಗಾಜಾ ಪಟ್ಟಿಯಲ್ಲಿ ಇಸ್ರೇಲ್ ದಾಳಿ ಮುಂದುವರಿದಿದ್ದು, ಈ ಗುಂಡಿನ ದಾಳಿಯಲ್ಲಿ 78 ಜನ ಪ್ಯಾಲೆಸ್ತೀನಿಯರು ಸಾವನ್ನಪ್ಪಿದ್ದಾರೆ. ಈ ಸಮಯದಲ್ಲಿ ಗಾಜಾದ ಆರೋಗ್ಯ ಸಚಿವಾಲಯವು ಸಂಕಷ್ಟದಲ್ಲಿ ಸಿಲುಕಿರುವ ಜನರಿಗೆ ಆಹಾರ ಒದಗಿಸುವ ಕಾರ್ಯದಲ್ಲಿ ತೊಡಗಿದೆ ಎಂದು ಹೇಳಿದೆ. ಹಾಗೇ ಇಸ್ರೇಲ್ ಸರಕುಗಳ ಪ್ರವೇಶಕ್ಕೆ ನಿರ್ಬಂಧ ಹೇರಿದ್ದು, ಮಾನವೀಯ ನೆರವು ತಲುಪಿಸುವ ಕಾರ್ಯಕ್ಕೆ ಅಡ್ಡಿಯಾಗಿದೆ. ಇಸ್ರೇಲ್ ಸೈನ್ಯವು ಗಾಜಾದ ಹಲವು ಪ್ರದೇಶಗಳಲ್ಲಿ ವೈಮಾನಿಕ ದಾಳಿ ಮುಂದುವರಿಸಿದೆ. ಕಳೆದ 24 ಗಂಟೆಗಳಲ್ಲಿ ನಡೆದ ದಾಳಿಗಳಲ್ಲಿ ಹಲವಾರು ಮನೆಗಳು ಧ್ವಂಸಗೊಂಡಿವೆ ಎಂದು ವರದಿಯಾಗಿದೆ. ಮಾನವೀಯ ನೆರವಿನ ಟ್ರಕ್‌ಗಳು ಗಾಜಾ ಪ್ರವೇಶಿಸಲು ಅವಕಾಶ ನೀಡಬೇಕು ಎಂದು ವಿಶ್ವಸಂಸ್ಥೆ ಒತ್ತಾಯಿಸಿದೆ. ಆಹಾರ ವಿತರಣಾ ಕೇಂದ್ರಗಳ ಬಳಿ ನೆರೆದಿದ್ದ ಜನರ ಮೇಲೂ ದಾಳಿ ನಡೆದಿದೆ ಎಂದು ಸ್ಥಳೀಯ ಮೂಲಗಳು ತಿಳಿಸಿವೆ. [1196, 369, 1518, 507]
kharge-headline: ಪಹಲ್ಗಾವ್ ದಾಳಿ ಗುಪ್ತಚರ ವೈಫಲ್ಯ: ಖರ್ಗೆ ಕಿಡಿ [628, 624, 1186, 668]
rocket-photo [827, 1865, 1029, 2401]
spinny-dateline: ಬೆಂಗಳೂರು: [419, 1622, 464, 1635]
rahul-headline: ಟ್ರಂಪ್ ಓರ್ವ ಸುಳ್ಳುಗಾರ ಎಂದು ಹೇಳಲಿ: ರಾಹುಲ್ ಗಾಂಧಿ [97, 1288, 1097, 1350]
china-flood-photo [1196, 924, 1518, 1062]
section-title: ದೇಶ-ವಿದೇಶ [23, 16, 196, 65]
china-text: ಬೀಜಿಂಗ್‌ನ ಪರ್ವತಮಯ ಉತ್ತರ ಹೊರವಲಯದಲ್ಲಿ ದಿನವಿಡೀ ಸುರಿದ ಭಾರಿ ಮಳೆಯಿಂದ ಉಂಟಾದ ಪ್ರವಾಹದಲ್ಲಿ 30 ಜನರು ಸಾವನ್ನಪ್ಪಿದ್ದಾರೆ. ಬೀಜಿಂಗ್‌ನ ಮಿಯುನ್ ಜಿಲ್ಲೆಯಲ್ಲಿ 28 ಜನರು ಸಾವನ್ನಪ್ಪಿದ್ದು, ಯಾನ್‌ಕಿಂಗ್ ಜಿಲ್ಲೆಯಲ್ಲಿ ಇಬ್ಬರು ಮೃತಪಟ್ಟಿದ್ದಾರೆ. ಪ್ರವಾಹ ಪೀಡಿತ ಪ್ರದೇಶಗಳಿಂದ ಸುಮಾರು 80,000 ಕ್ಕೂ ಹೆಚ್ಚು ಜನರನ್ನು ಸ್ಥಳಾಂತರಿಸಲಾಗಿದೆ. ರಸ್ತೆಗಳು ಕೊಚ್ಚಿಹೋಗಿದ್ದು, ವಿದ್ಯುತ್ ಸಂಪರ್ಕ ಕಡಿತಗೊಂಡಿದೆ. ಹಲವು ಗ್ರಾಮಗಳು ಸಂಪರ್ಕ ಕಳೆದುಕೊಂಡಿವೆ. ರಕ್ಷಣಾ ತಂಡಗಳು ಕಾರ್ಯಾಚರಣೆಯಲ್ಲಿ ತೊಡಗಿವೆ. 136 ಹಳ್ಳಿಗಳಿಗೆ ವಿದ್ಯುತ್ ಕಡಿತಗೊಂಡಿದೆ. ಸುಮಾರು 17,000 ಜನರಿಂದ 80,000 ಕ್ಕೂ ಹೆಚ್ಚು ಜನರನ್ನು ಸ್ಥಳಾಂತರಿಸಲಾಗಿದೆ. [1196, 1066, 1518, 1188]
tsunami-body-col1 [514, 100, 765, 453]
masthead [1198, 6, 1465, 87]
tsunami-body-col2: ಎಂದು ಅವರು ಹೇಳಿದ್ದಾರೆ. ಅಲ್ಲದೆ, ಹವಾಯಿ, ಚಿಲಿ, ಜಪಾನ್ ಮತ್ತು ಸೊಲೊಮನ್ ದ್ವೀಪಗಳ ಕೆಲವು ಕರಾವಳಿ ಪ್ರದೇಶಗಳಲ್ಲಿ ಉಬ್ಬರವಿಳಿತದ ಮಟ್ಟಕ್ಕಿಂತ 1 ರಿಂದ 3 ಮೀಟರ್ (ಗಿಟ) ಅಲೆಗಳು ಕಂಡುಬರುವ ಸಾಧ್ಯತೆಯಿದೆ ಎಂದು ಪೆಸಿಫಿಕ್ ಸುನಾಮಿ ಎಚ್ಚರಿಕೆ ಕೇಂದ್ರ ತಿಳಿಸಿದೆ. ರಷ್ಯಾ ಮತ್ತು ಈಕ್ವೆಡಾರ್‌ನ ಕೆಲವು ಕರಾವಳಿ ಪ್ರದೇಶಗಳಲ್ಲಿ 3 ಮೀಟರ್ (ಗಿಟ) ಗಿಂತ ಹೆಚ್ಚಿನ ಅಲೆಗಳು ಏಳುವ ಸಾಧ್ಯತೆಯಿದೆ ಎಂದು ಹೇಳಿದೆ. [773, 334, 1177, 394]
tsunami-dateline: ಟೋಕಿಯೊ(ಜಪಾನ್): [514, 101, 595, 114]
kharge-photo [929, 680, 1186, 971]
gaza-headline: ಗಾಜಾದಲ್ಲಿ ಇಸ್ರೇಲ್ ದಾಳಿಗೆ 78 ಮಂದಿ ಬಲಿ [1196, 102, 1465, 167]
encounter-headline: ಎನ್‌ಕೌಂಟರ್ ಸ್ಪೆಷಲಿಸ್ಟ್ ದಯಾನಾಯಕ್ ಎಸಿಪಿಯಾಗಿ ಭಡ್ತಿ [1196, 1386, 1464, 1443]
china-dateline: ಬೀಜಿಂಗ್, ಚೀನಾ: [1196, 1066, 1263, 1079]
